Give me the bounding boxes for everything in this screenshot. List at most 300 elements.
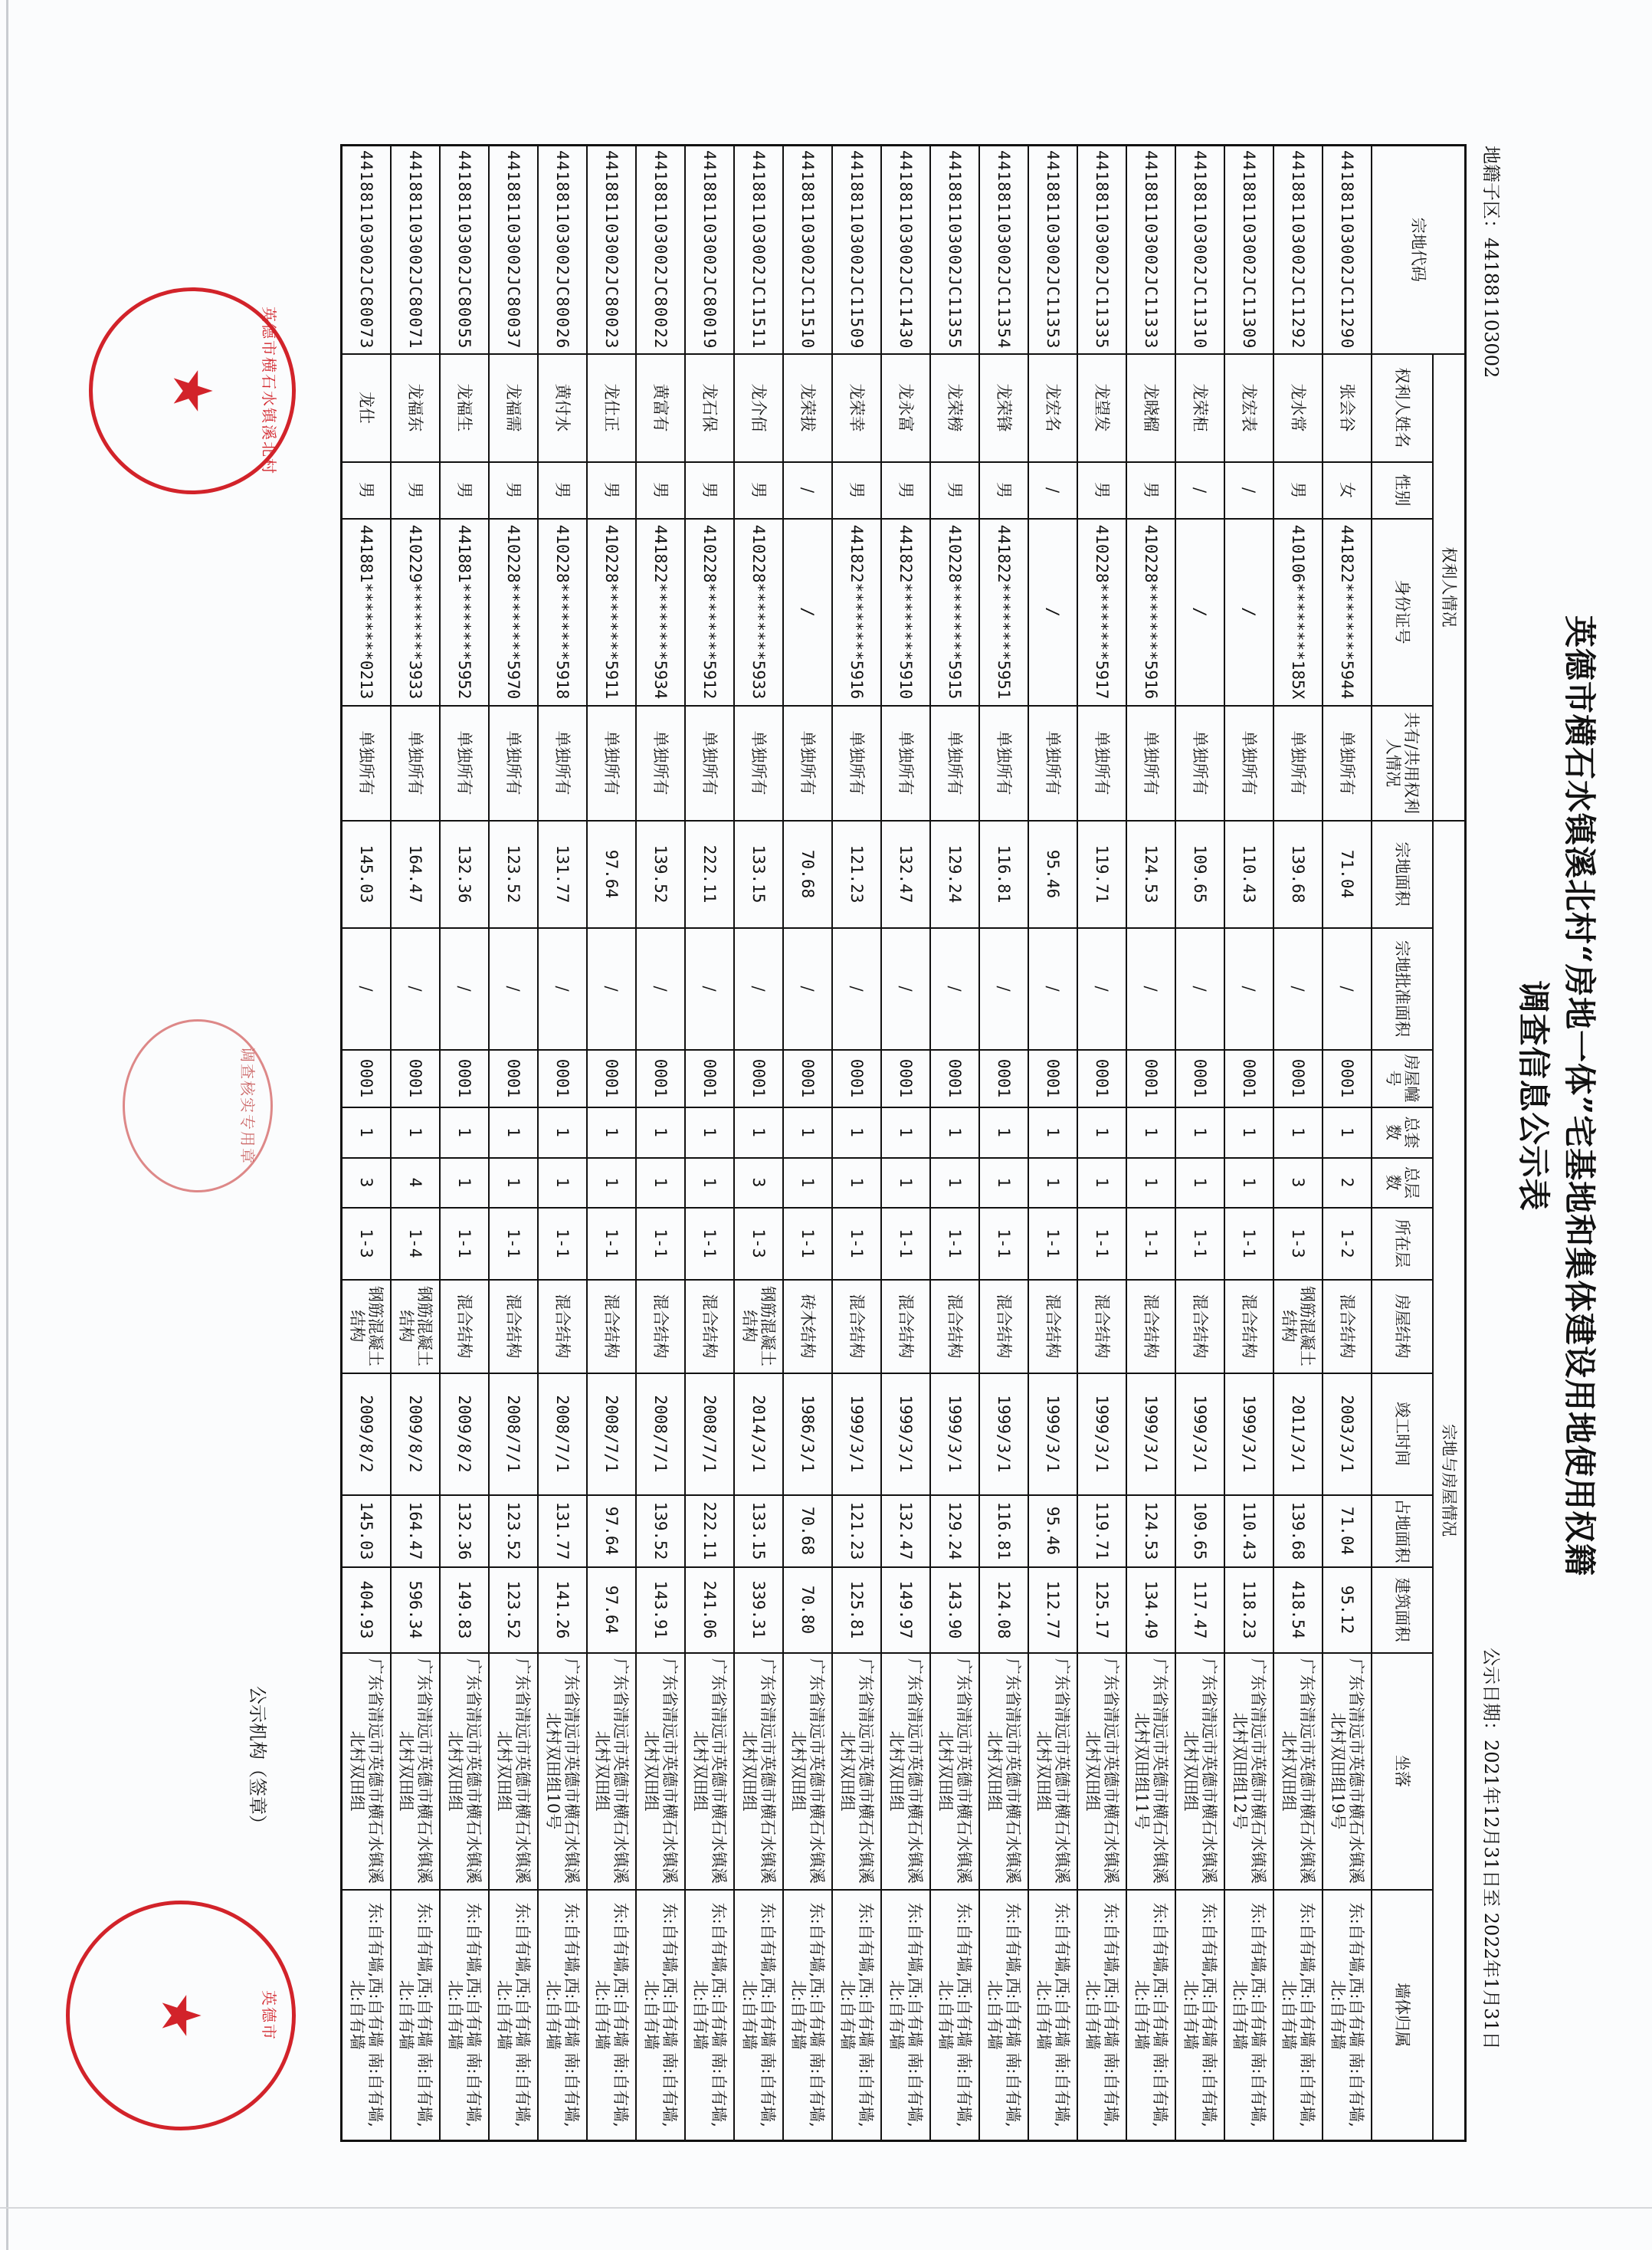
cell-building-no: 0001: [1126, 1050, 1175, 1107]
cell-approved-area: /: [1126, 928, 1175, 1050]
cell-location: 广东省清远市英德市横石水镇溪北村双田组: [440, 1653, 489, 1890]
cell-floor-area: 404.93: [342, 1567, 392, 1653]
cell-floor-range: 1-4: [391, 1208, 440, 1280]
cell-name: 龙宏表: [1224, 354, 1273, 462]
cell-completed: 2014/3/1: [734, 1373, 783, 1495]
header-units: 总套数: [1372, 1107, 1433, 1158]
cell-units: 1: [734, 1107, 783, 1158]
cell-approved-area: /: [1077, 928, 1126, 1050]
cell-units: 1: [685, 1107, 734, 1158]
cell-completed: 1999/3/1: [1224, 1373, 1273, 1495]
cell-building-no: 0001: [930, 1050, 979, 1107]
cell-footprint: 71.04: [1323, 1495, 1372, 1567]
cell-building-no: 0001: [1323, 1050, 1372, 1107]
cell-approved-area: /: [734, 928, 783, 1050]
cell-building-no: 0001: [881, 1050, 930, 1107]
header-code: 宗地代码: [1372, 146, 1466, 354]
cell-land-area: 133.15: [734, 821, 783, 928]
notice-table: [340, 144, 1467, 2142]
cell-code: 441881103002JC11292: [1273, 146, 1323, 354]
cell-gender: 男: [342, 462, 392, 519]
cell-units: 1: [1077, 1107, 1126, 1158]
cell-floors: 1: [832, 1158, 881, 1208]
cell-completed: 2008/7/1: [587, 1373, 636, 1495]
cell-floor-range: 1-1: [1224, 1208, 1273, 1280]
cell-id: /: [1175, 519, 1224, 706]
cell-structure: 混合结构: [440, 1280, 489, 1373]
cell-approved-area: /: [930, 928, 979, 1050]
cell-footprint: 145.03: [342, 1495, 392, 1567]
header-row: [1372, 146, 1433, 2141]
cell-id: /: [1224, 519, 1273, 706]
cell-approved-area: /: [685, 928, 734, 1050]
cell-footprint: 133.15: [734, 1495, 783, 1567]
cell-location: 广东省清远市英德市横石水镇溪北村双田组19号: [1323, 1653, 1372, 1890]
seal-label: 公示机构（签章）: [247, 1686, 268, 1833]
cell-floor-area: 70.80: [783, 1567, 832, 1653]
cell-footprint: 97.64: [587, 1495, 636, 1567]
cell-wall: 东:自有墙,西:自有墙 南:自有墙,北:自有墙: [734, 1890, 783, 2141]
cell-floors: 1: [440, 1158, 489, 1208]
cell-gender: 男: [734, 462, 783, 519]
cell-id: 441822********5910: [881, 519, 930, 706]
cell-wall: 东:自有墙,西:自有墙 南:自有墙,北:自有墙: [538, 1890, 587, 2141]
cell-ownership: 单独所有: [930, 706, 979, 821]
cell-id: 441881********0213: [342, 519, 392, 706]
header-approved-area: 宗地批准面积: [1372, 928, 1433, 1050]
cell-structure: 混合结构: [685, 1280, 734, 1373]
cell-id: 410228********5918: [538, 519, 587, 706]
cell-land-area: 121.23: [832, 821, 881, 928]
cell-location: 广东省清远市英德市横石水镇溪北村双田组: [881, 1653, 930, 1890]
cell-structure: 混合结构: [832, 1280, 881, 1373]
table-row: [783, 146, 832, 2141]
cell-land-area: 95.46: [1028, 821, 1077, 928]
cell-gender: 男: [881, 462, 930, 519]
cell-land-area: 139.68: [1273, 821, 1323, 928]
cell-gender: 男: [440, 462, 489, 519]
cell-id: 441822********5951: [979, 519, 1028, 706]
cell-name: 龙石保: [685, 354, 734, 462]
cell-completed: 2009/8/2: [440, 1373, 489, 1495]
cell-floor-range: 1-1: [783, 1208, 832, 1280]
seal-text: 英德市: [260, 1990, 278, 2041]
cell-wall: 东:自有墙,西:自有墙 南:自有墙,北:自有墙: [1273, 1890, 1323, 2141]
cell-location: 广东省清远市英德市横石水镇溪北村双田组: [832, 1653, 881, 1890]
cell-floor-range: 1-2: [1323, 1208, 1372, 1280]
cell-ownership: 单独所有: [881, 706, 930, 821]
cell-code: 441881103002JC11509: [832, 146, 881, 354]
cell-footprint: 95.46: [1028, 1495, 1077, 1567]
cell-id: 441881********5952: [440, 519, 489, 706]
cell-code: 441881103002JC11510: [783, 146, 832, 354]
cell-floor-range: 1-1: [1028, 1208, 1077, 1280]
table-row: [489, 146, 538, 2141]
cell-code: 441881103002JC11310: [1175, 146, 1224, 354]
cell-ownership: 单独所有: [587, 706, 636, 821]
header-floor-range: 所在层: [1372, 1208, 1433, 1280]
cell-name: 龙荣柜: [1175, 354, 1224, 462]
cell-completed: 1999/3/1: [881, 1373, 930, 1495]
cell-structure: 混合结构: [636, 1280, 685, 1373]
cell-location: 广东省清远市英德市横石水镇溪北村双田组: [734, 1653, 783, 1890]
cell-units: 1: [636, 1107, 685, 1158]
cell-floor-range: 1-1: [1126, 1208, 1175, 1280]
cell-id: 410106********185X: [1273, 519, 1323, 706]
cell-building-no: 0001: [1028, 1050, 1077, 1107]
table-row: [342, 146, 392, 2141]
cell-location: 广东省清远市英德市横石水镇溪北村双田组: [1028, 1653, 1077, 1890]
cell-footprint: 164.47: [391, 1495, 440, 1567]
header-name: 权利人姓名: [1372, 354, 1433, 462]
cell-approved-area: /: [881, 928, 930, 1050]
cell-approved-area: /: [1224, 928, 1273, 1050]
cell-floor-area: 143.90: [930, 1567, 979, 1653]
cell-code: 441881103002JC80071: [391, 146, 440, 354]
cell-floors: 1: [587, 1158, 636, 1208]
cell-land-area: 71.04: [1323, 821, 1372, 928]
seal-text: 调查核实专用章: [238, 1047, 257, 1165]
cell-structure: 混合结构: [1224, 1280, 1273, 1373]
page-title: 英德市横石水镇溪北村“房地一体”宅基地和集体建设用地使用权籍调查信息公示表: [1515, 615, 1598, 1577]
cell-location: 广东省清远市英德市横石水镇溪北村双田组10号: [538, 1653, 587, 1890]
cell-wall: 东:自有墙,西:自有墙 南:自有墙,北:自有墙: [1323, 1890, 1372, 2141]
cell-wall: 东:自有墙,西:自有墙 南:自有墙,北:自有墙: [979, 1890, 1028, 2141]
cell-land-area: 139.52: [636, 821, 685, 928]
cell-ownership: 单独所有: [440, 706, 489, 821]
cell-id: 410228********5917: [1077, 519, 1126, 706]
cell-ownership: 单独所有: [1028, 706, 1077, 821]
cell-ownership: 单独所有: [1077, 706, 1126, 821]
cell-footprint: 109.65: [1175, 1495, 1224, 1567]
cell-building-no: 0001: [587, 1050, 636, 1107]
cell-structure: 混合结构: [881, 1280, 930, 1373]
table-row: [1175, 146, 1224, 2141]
cell-land-area: 131.77: [538, 821, 587, 928]
cell-footprint: 123.52: [489, 1495, 538, 1567]
header-structure: 房屋结构: [1372, 1280, 1433, 1373]
cell-location: 广东省清远市英德市横石水镇溪北村双田组: [391, 1653, 440, 1890]
cell-completed: 2011/3/1: [1273, 1373, 1323, 1495]
table-body: [342, 146, 1372, 2141]
cell-floor-area: 149.97: [881, 1567, 930, 1653]
cell-land-area: 116.81: [979, 821, 1028, 928]
village-seal-stamp: [89, 287, 296, 494]
cell-location: 广东省清远市英德市横石水镇溪北村双田组: [979, 1653, 1028, 1890]
cell-name: 龙水常: [1273, 354, 1323, 462]
cell-structure: 混合结构: [1077, 1280, 1126, 1373]
cell-name: 龙仕: [342, 354, 392, 462]
office-seal-stamp: [66, 1901, 296, 2130]
table-row: [391, 146, 440, 2141]
cell-approved-area: /: [1323, 928, 1372, 1050]
cell-floors: 1: [636, 1158, 685, 1208]
table-row: [636, 146, 685, 2141]
cell-floors: 4: [391, 1158, 440, 1208]
cell-gender: 男: [1077, 462, 1126, 519]
cell-structure: 混合结构: [930, 1280, 979, 1373]
cell-floor-range: 1-1: [489, 1208, 538, 1280]
cell-code: 441881103002JC80037: [489, 146, 538, 354]
cell-wall: 东:自有墙,西:自有墙 南:自有墙,北:自有墙: [1175, 1890, 1224, 2141]
cell-structure: 混合结构: [538, 1280, 587, 1373]
cell-land-area: 110.43: [1224, 821, 1273, 928]
cell-structure: 混合结构: [489, 1280, 538, 1373]
cell-wall: 东:自有墙,西:自有墙 南:自有墙,北:自有墙: [489, 1890, 538, 2141]
cell-code: 441881103002JC11355: [930, 146, 979, 354]
cell-floors: 1: [930, 1158, 979, 1208]
cell-structure: 混合结构: [1175, 1280, 1224, 1373]
cell-ownership: 单独所有: [734, 706, 783, 821]
cell-location: 广东省清远市英德市横石水镇溪北村双田组12号: [1224, 1653, 1273, 1890]
cell-code: 441881103002JC11335: [1077, 146, 1126, 354]
cell-structure: 砖木结构: [783, 1280, 832, 1373]
cell-floor-range: 1-1: [881, 1208, 930, 1280]
cell-ownership: 单独所有: [685, 706, 734, 821]
table-row: [1077, 146, 1126, 2141]
cell-gender: 男: [587, 462, 636, 519]
verification-stamp: [123, 1019, 273, 1192]
cell-wall: 东:自有墙,西:自有墙 南:自有墙,北:自有墙: [1126, 1890, 1175, 2141]
cell-completed: 2008/7/1: [685, 1373, 734, 1495]
publish-period: 公示日期：2021年12月31日至 2022年1月31日: [1480, 1648, 1502, 2050]
cell-approved-area: /: [1175, 928, 1224, 1050]
cell-completed: 2008/7/1: [489, 1373, 538, 1495]
cell-code: 441881103002JC11353: [1028, 146, 1077, 354]
cell-location: 广东省清远市英德市横石水镇溪北村双田组: [1175, 1653, 1224, 1890]
cell-floors: 1: [489, 1158, 538, 1208]
cell-name: 龙福生: [440, 354, 489, 462]
cell-floors: 1: [1126, 1158, 1175, 1208]
cell-location: 广东省清远市英德市横石水镇溪北村双田组11号: [1126, 1653, 1175, 1890]
cell-name: 龙福东: [391, 354, 440, 462]
cell-completed: 2003/3/1: [1323, 1373, 1372, 1495]
cell-structure: 混合结构: [1028, 1280, 1077, 1373]
cell-code: 441881103002JC80022: [636, 146, 685, 354]
table-row: [685, 146, 734, 2141]
cell-name: 龙望发: [1077, 354, 1126, 462]
cell-name: 黄付水: [538, 354, 587, 462]
cell-floor-area: 123.52: [489, 1567, 538, 1653]
cell-ownership: 单独所有: [342, 706, 392, 821]
cell-building-no: 0001: [734, 1050, 783, 1107]
cell-units: 1: [832, 1107, 881, 1158]
header-group-land: 宗地与房屋情况: [1433, 821, 1466, 2141]
cell-land-area: 145.03: [342, 821, 392, 928]
cell-floors: 1: [881, 1158, 930, 1208]
cell-code: 441881103002JC11511: [734, 146, 783, 354]
cell-floor-area: 596.34: [391, 1567, 440, 1653]
cell-land-area: 222.11: [685, 821, 734, 928]
cell-ownership: 单独所有: [538, 706, 587, 821]
header-floors: 总层数: [1372, 1158, 1433, 1208]
table-row: [832, 146, 881, 2141]
seal-text: 英德市横石水镇溪北村: [260, 307, 278, 475]
cell-floors: 1: [538, 1158, 587, 1208]
cell-code: 441881103002JC80055: [440, 146, 489, 354]
cell-floor-range: 1-1: [685, 1208, 734, 1280]
cell-structure: 钢筋混凝土结构: [342, 1280, 392, 1373]
cell-floor-area: 125.81: [832, 1567, 881, 1653]
cell-units: 1: [1126, 1107, 1175, 1158]
cell-completed: 1999/3/1: [979, 1373, 1028, 1495]
cell-location: 广东省清远市英德市横石水镇溪北村双田组: [342, 1653, 392, 1890]
header-floor-area: 建筑面积: [1372, 1567, 1433, 1653]
cell-floors: 1: [685, 1158, 734, 1208]
cell-name: 龙荣幸: [832, 354, 881, 462]
cell-land-area: 164.47: [391, 821, 440, 928]
cell-wall: 东:自有墙,西:自有墙 南:自有墙,北:自有墙: [636, 1890, 685, 2141]
header-ownership: 共有/共用权利人情况: [1372, 706, 1433, 821]
cell-building-no: 0001: [636, 1050, 685, 1107]
cell-location: 广东省清远市英德市横石水镇溪北村双田组: [1273, 1653, 1323, 1890]
cell-name: 张会谷: [1323, 354, 1372, 462]
table-row: [881, 146, 930, 2141]
cell-id: 410228********5915: [930, 519, 979, 706]
cell-building-no: 0001: [342, 1050, 392, 1107]
cell-location: 广东省清远市英德市横石水镇溪北村双田组: [1077, 1653, 1126, 1890]
cell-land-area: 123.52: [489, 821, 538, 928]
cell-floor-area: 339.31: [734, 1567, 783, 1653]
cell-building-no: 0001: [1175, 1050, 1224, 1107]
table-row: [538, 146, 587, 2141]
cell-floor-range: 1-1: [538, 1208, 587, 1280]
cell-units: 1: [783, 1107, 832, 1158]
cell-floor-range: 1-1: [440, 1208, 489, 1280]
cell-floor-area: 149.83: [440, 1567, 489, 1653]
cell-approved-area: /: [440, 928, 489, 1050]
cell-name: 龙荣榜: [930, 354, 979, 462]
cell-completed: 1999/3/1: [832, 1373, 881, 1495]
cell-footprint: 70.68: [783, 1495, 832, 1567]
cell-approved-area: /: [1273, 928, 1323, 1050]
header-group-owner: 权利人情况: [1433, 354, 1466, 821]
cell-units: 1: [538, 1107, 587, 1158]
cell-units: 1: [1224, 1107, 1273, 1158]
cell-structure: 混合结构: [979, 1280, 1028, 1373]
cell-id: /: [1028, 519, 1077, 706]
cell-ownership: 单独所有: [832, 706, 881, 821]
cell-name: 龙晓榴: [1126, 354, 1175, 462]
cell-name: 龙福需: [489, 354, 538, 462]
cell-land-area: 119.71: [1077, 821, 1126, 928]
cell-ownership: 单独所有: [783, 706, 832, 821]
cell-wall: 东:自有墙,西:自有墙 南:自有墙,北:自有墙: [1224, 1890, 1273, 2141]
cell-id: 410228********5933: [734, 519, 783, 706]
star-icon: ★: [161, 366, 224, 415]
cell-building-no: 0001: [1273, 1050, 1323, 1107]
cell-approved-area: /: [391, 928, 440, 1050]
cell-location: 广东省清远市英德市横石水镇溪北村双田组: [587, 1653, 636, 1890]
cell-gender: 女: [1323, 462, 1372, 519]
cell-land-area: 129.24: [930, 821, 979, 928]
cell-completed: 1999/3/1: [1077, 1373, 1126, 1495]
cell-units: 1: [1028, 1107, 1077, 1158]
cell-building-no: 0001: [489, 1050, 538, 1107]
cell-wall: 东:自有墙,西:自有墙 南:自有墙,北:自有墙: [881, 1890, 930, 2141]
cell-approved-area: /: [783, 928, 832, 1050]
cell-wall: 东:自有墙,西:自有墙 南:自有墙,北:自有墙: [1077, 1890, 1126, 2141]
cell-floor-area: 124.08: [979, 1567, 1028, 1653]
cell-floor-range: 1-1: [1077, 1208, 1126, 1280]
cell-floor-area: 112.77: [1028, 1567, 1077, 1653]
cell-approved-area: /: [636, 928, 685, 1050]
cell-approved-area: /: [979, 928, 1028, 1050]
cell-gender: 男: [1273, 462, 1323, 519]
cell-floor-range: 1-1: [979, 1208, 1028, 1280]
cell-name: 龙仕正: [587, 354, 636, 462]
table-row: [1323, 146, 1372, 2141]
cell-code: 441881103002JC80073: [342, 146, 392, 354]
cell-structure: 混合结构: [587, 1280, 636, 1373]
header-land-area: 宗地面积: [1372, 821, 1433, 928]
cell-structure: 钢筋混凝土结构: [391, 1280, 440, 1373]
cell-completed: 2008/7/1: [636, 1373, 685, 1495]
cell-floor-area: 118.23: [1224, 1567, 1273, 1653]
cell-units: 1: [440, 1107, 489, 1158]
cell-footprint: 129.24: [930, 1495, 979, 1567]
cell-footprint: 121.23: [832, 1495, 881, 1567]
cell-ownership: 单独所有: [391, 706, 440, 821]
cell-code: 441881103002JC11290: [1323, 146, 1372, 354]
cell-location: 广东省清远市英德市横石水镇溪北村双田组: [783, 1653, 832, 1890]
cell-name: 龙介佰: [734, 354, 783, 462]
table-row: [1028, 146, 1077, 2141]
cell-floors: 1: [783, 1158, 832, 1208]
cell-approved-area: /: [832, 928, 881, 1050]
cell-gender: 男: [1126, 462, 1175, 519]
cell-code: 441881103002JC80019: [685, 146, 734, 354]
cell-floor-area: 143.91: [636, 1567, 685, 1653]
cell-gender: 男: [979, 462, 1028, 519]
cell-units: 1: [587, 1107, 636, 1158]
cell-building-no: 0001: [685, 1050, 734, 1107]
cell-building-no: 0001: [979, 1050, 1028, 1107]
cell-location: 广东省清远市英德市横石水镇溪北村双田组: [930, 1653, 979, 1890]
cell-location: 广东省清远市英德市横石水镇溪北村双田组: [685, 1653, 734, 1890]
cell-land-area: 97.64: [587, 821, 636, 928]
header-building-no: 房屋幢号: [1372, 1050, 1433, 1107]
cell-floor-range: 1-1: [930, 1208, 979, 1280]
cell-completed: 1999/3/1: [1126, 1373, 1175, 1495]
table-row: [930, 146, 979, 2141]
cell-name: 黄富有: [636, 354, 685, 462]
cell-wall: 东:自有墙,西:自有墙 南:自有墙,北:自有墙: [1028, 1890, 1077, 2141]
cell-id: 410228********5911: [587, 519, 636, 706]
cell-floors: 2: [1323, 1158, 1372, 1208]
cell-wall: 东:自有墙,西:自有墙 南:自有墙,北:自有墙: [587, 1890, 636, 2141]
header-gender: 性别: [1372, 462, 1433, 519]
cell-floor-range: 1-1: [587, 1208, 636, 1280]
cell-ownership: 单独所有: [489, 706, 538, 821]
cell-floors: 1: [1224, 1158, 1273, 1208]
cell-completed: 2009/8/2: [342, 1373, 392, 1495]
cell-id: 441822********5916: [832, 519, 881, 706]
cell-ownership: 单独所有: [1273, 706, 1323, 821]
cell-wall: 东:自有墙,西:自有墙 南:自有墙,北:自有墙: [783, 1890, 832, 2141]
cell-floors: 1: [1028, 1158, 1077, 1208]
table-row: [440, 146, 489, 2141]
cell-completed: 1999/3/1: [1175, 1373, 1224, 1495]
cell-id: 441822********5944: [1323, 519, 1372, 706]
cell-gender: 男: [636, 462, 685, 519]
cell-ownership: 单独所有: [1175, 706, 1224, 821]
cell-gender: 男: [489, 462, 538, 519]
cell-building-no: 0001: [783, 1050, 832, 1107]
cell-building-no: 0001: [1224, 1050, 1273, 1107]
cell-footprint: 139.52: [636, 1495, 685, 1567]
header-id: 身份证号: [1372, 519, 1433, 706]
